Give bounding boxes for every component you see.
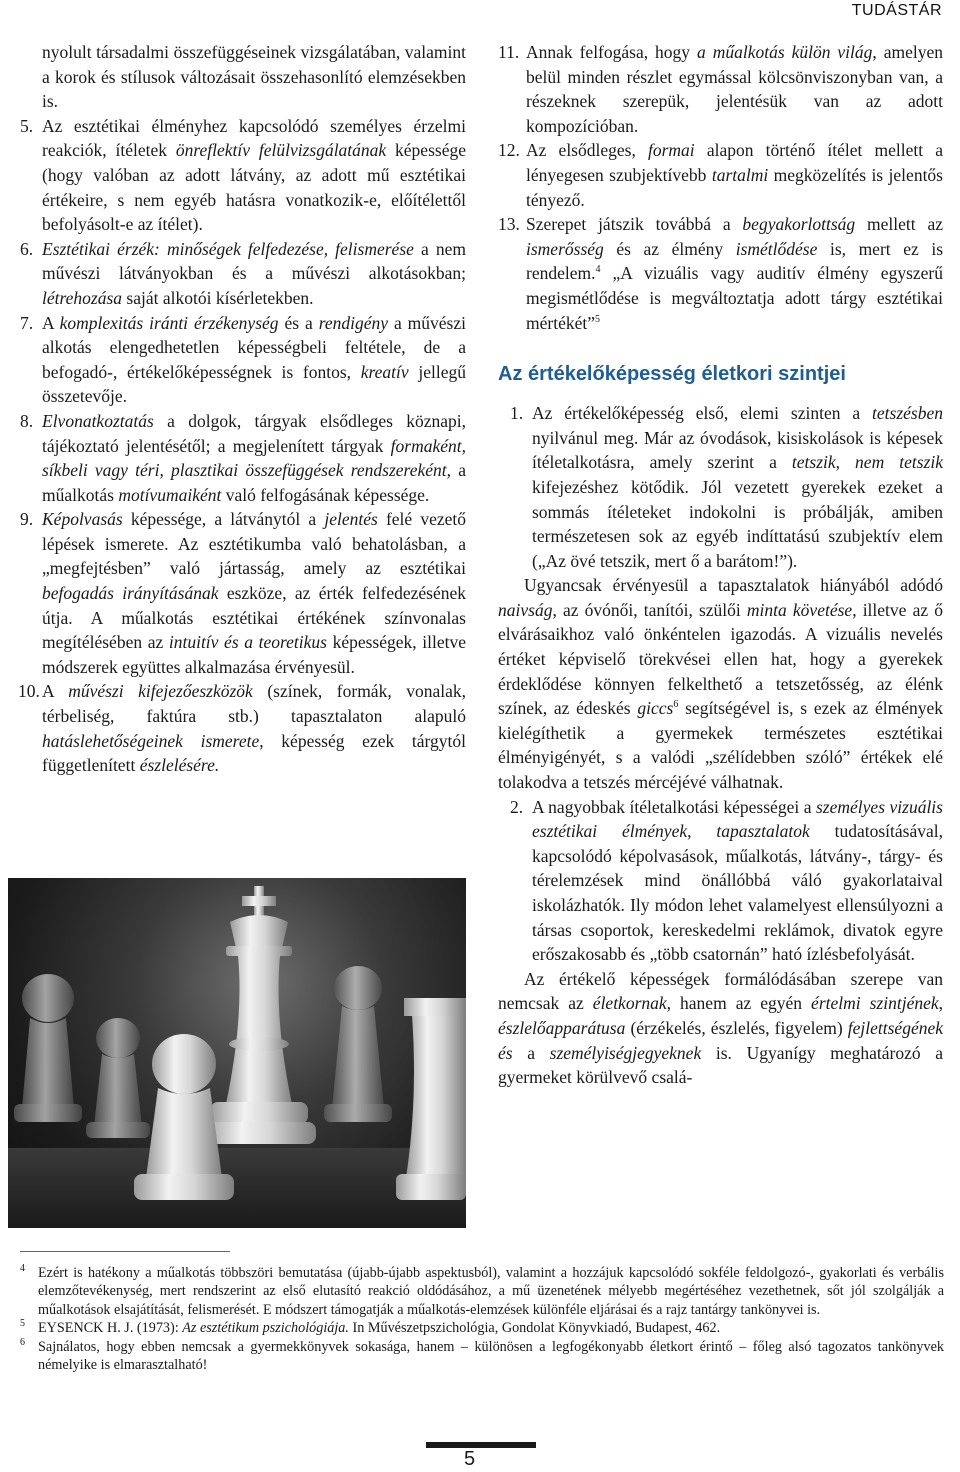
footnote-mark: 5 (20, 1318, 25, 1330)
para-text: (érzékelés, észlelés, figyelem) (625, 1017, 848, 1038)
item-text: való felfogásának képessége. (221, 484, 430, 505)
item-text: saját alkotói kísérletekben. (122, 287, 314, 308)
para-text: Az értékelő képességek formálódásában szerepe van nemcsak az (498, 968, 943, 1014)
item-text: felé vezető lépések ismerete. Az esztétikumba való behatolásban, a „megfejtésben” való jártasság, amely az esztétikai (42, 509, 466, 579)
para-emphasis: fejlettségének és (498, 1017, 943, 1063)
item-text: Az értékelőképesség első, elemi szinten a (532, 403, 873, 424)
item-number: 13. (498, 214, 520, 235)
chess-pieces-illustration (8, 878, 466, 1228)
list-item-8 (20, 409, 466, 507)
right-column (498, 40, 943, 1090)
item-text: a nem művészi látványokban és a művészi alkotásokban; (42, 238, 466, 284)
item-emphasis: személyes vizuális esztétikai élmények, tapasztalatok (532, 796, 943, 842)
para-emphasis: életkornak, (592, 993, 672, 1014)
item-text: is, mert ez is rendelem. (526, 238, 944, 284)
item-text: Az esztétikai élményhez kapcsolódó személyes érzelmi reakciók, ítéletek (42, 115, 466, 161)
para-text: hanem az egyén (671, 993, 812, 1014)
item-text: a dolgok, tárgyak elsődleges köznapi, tájékoztató jelentésétől; a megjelenített tárgyak (42, 410, 466, 456)
level-item-2 (498, 795, 943, 967)
item-emphasis: Képolvasás (42, 509, 123, 530)
para-text: , illetve az ő elvárásaikhoz való önkéntelen igazodás. A vizuális nevelés értéket képviselő törekvései ellen hat, hogy a gyerekek érdeklődése könnyen felkelthető a tetszetősség, az élénk színek, az édeskés (498, 599, 943, 719)
item-text: alapon történő ítélet mellett a lényegesen szubjektívebb (526, 140, 943, 185)
list-item-11 (498, 40, 943, 138)
item-emphasis: intuitív és a teoretikus (168, 632, 327, 653)
list-item-12 (498, 138, 943, 212)
footnote-text: Sajnálatos, hogy ebben nemcsak a gyermekkönyvek sokasága, hanem – különösen a legfogékonyabb életkort érintő – főleg alsó tagozatos tankönyvek némelyike is elmarasztalható! (38, 1338, 944, 1374)
item-text: , képesség ezek tárgytól függetlenített (42, 730, 467, 776)
item-text: képessége, a látványtól a (122, 509, 325, 530)
section-heading: Az értékelőképesség életkori szintjei (498, 363, 846, 386)
item-text: kifejezéshez kötődik. Jól vezetett gyerekek ezeket a sommás ítéleteket indokolni is próbálják, amiben természetesen sok az egyéb indíttatású szubjektív elem („Az övé tetszik, mert ő a barátom!”). (532, 476, 943, 571)
item-emphasis: Elvonatkoztatás (42, 410, 154, 431)
footnote-text: EYSENCK H. J. (1973): (38, 1320, 183, 1337)
list-item-13 (498, 212, 943, 335)
item-emphasis: létrehozása (42, 287, 123, 308)
para-text: segítségével is, s ezek az élmények kielégíthetik a gyermekek természetes esztétikai élményigényét, s a valódi „szélídebben szóló” értékek elé tolakodva a tetszés mércéjévé válhatnak. (498, 698, 943, 793)
item-emphasis: tetszik, nem tetszik (791, 452, 943, 473)
item-text: Annak felfogása, hogy (526, 42, 697, 62)
item-text: mellett az (855, 214, 943, 235)
item-emphasis: a műalkotás külön világ (697, 42, 873, 62)
page-number: 5 (464, 1448, 476, 1470)
item-4-continuation: nyolult társadalmi összefüggéseinek vizsgálatában, valamint a korok és stílusok változásait összehasonlító elemzésekben is. (42, 42, 466, 112)
footnote-ref: 4 (595, 264, 601, 276)
list-item-5 (20, 114, 466, 237)
para-emphasis: naivság (498, 599, 553, 620)
item-text: nyilvánul meg. Már az óvodások, kisiskolások is képesek ítéletalkotásra, amely szerint a (532, 427, 943, 473)
footnote-mark: 4 (20, 1263, 25, 1274)
footnote-text: Ezért is hatékony a műalkotás többszöri bemutatása (újabb-újabb aspektusból), valamint a hozzájuk kapcsolódó sokféle feldolgozó-, gyakorlati és verbális elemzőtevékenység, mert rendszerint az első elutasító reakció oldódásához, a mű üzenetének mélyebb megértéséhez vezethetnek, sőt jól szolgálják a műalkotások elsajátítását, felismerését. E módszert támogatják a műalkotás-elemzések különféle eljárásai és a rajz tantárgy tankönyvei is. (38, 1265, 944, 1318)
item-emphasis: tetszésben (872, 403, 943, 424)
item-number: 11. (498, 42, 520, 62)
para-text: , az óvónői, tanítói, szülői (552, 599, 747, 620)
list-item-10 (20, 679, 466, 777)
item-number: 1. (510, 403, 524, 424)
item-emphasis: ismétlődése (735, 238, 818, 259)
footnote-title: Az esztétikum pszichológiája. (182, 1320, 349, 1337)
item-emphasis: észlelésére. (139, 755, 220, 776)
footnote-5 (20, 1319, 944, 1337)
item-emphasis: formai (647, 140, 695, 161)
paragraph (498, 573, 943, 794)
item-emphasis: komplexitás iránti érzékenység (59, 312, 279, 333)
item-text: a műalkotás (42, 460, 466, 505)
item-emphasis: motívumaiként (118, 484, 222, 505)
para-text: a (512, 1042, 550, 1063)
item-text: , amelyen belül minden részlet egymással kölcsönviszonyban van, a részeknek szerepük, jelentésük van az adott kompozícióban. (526, 42, 944, 136)
footnote-ref: 5 (594, 313, 600, 325)
para-emphasis: giccs (637, 698, 674, 719)
item-text: jellegű összetevője. (42, 361, 466, 407)
item-text: A (42, 312, 60, 333)
para-text: Ugyancsak érvényesül a tapasztalatok hiányából adódó (524, 575, 943, 596)
item-text: és a (278, 312, 319, 333)
para-text: is. Ugyanígy meghatározó a gyermeket körülvevő csalá- (498, 1042, 943, 1088)
section-label: TUDÁSTÁR (851, 2, 942, 19)
para-emphasis: személyiségjegyeknek (549, 1042, 702, 1063)
item-emphasis: formaként, síkbeli vagy téri, plasztikai összefüggések rendszereként, (42, 435, 466, 481)
item-number: 6. (20, 238, 34, 259)
item-number: 8. (20, 410, 34, 431)
para-text: , (938, 993, 944, 1014)
item-emphasis: önreflektív felülvizsgálatának (175, 140, 387, 161)
item-emphasis: ismerősség (526, 238, 604, 259)
para-emphasis: észlelőapparátusa (498, 1017, 626, 1038)
item-number: 9. (20, 509, 34, 530)
item-number: 12. (498, 140, 520, 161)
item-text: és az élmény (603, 238, 736, 259)
item-emphasis: kreatív (360, 361, 409, 382)
item-text: a művészi alkotás elengedhetetlen képességbeli feltétele, de a befogadó-, értékelőképességnek is fontos, (42, 312, 466, 382)
level-item-1 (498, 401, 943, 573)
item-number: 5. (20, 115, 34, 136)
item-emphasis: jelentés (324, 509, 378, 530)
footnote-6 (20, 1338, 944, 1375)
paragraph (498, 967, 943, 1090)
item-text: Az elsődleges, (526, 140, 648, 161)
item-text: (színek, formák, vonalak, térbeliség, faktúra stb.) tapasztalaton alapuló (42, 681, 466, 727)
para-emphasis: értelmi szintjének (811, 993, 939, 1014)
item-text: tudatosításával, kapcsolódó képolvasások, műalkotás, látvány-, tárgy- és térelemzések mind önállóbbá váló gyakorlataival iskolázhatók. Ily módon lehet valamelyest ellensúlyozni a társas csoportok, kereskedelmi reklámok, divatok egyre erőszakosabb és „több csatornán” ható ízlésbefolyását. (532, 821, 943, 965)
chess-pieces-photo-icon (8, 878, 466, 1228)
item-number: 10. (18, 681, 40, 702)
item-number: 7. (20, 312, 34, 333)
item-emphasis: begyakorlottság (742, 214, 856, 235)
footnote-ref: 6 (673, 699, 679, 711)
footnotes (20, 1264, 944, 1374)
item-text: képessége (hogy valóban az adott látvány, az adott mű esztétikai értékeire, s nem egyéb hatásra vonatkozik-e, előítélettől befolyásolt-e az ítélet). (42, 140, 466, 235)
list-item-9 (20, 507, 466, 679)
item-emphasis: hatáslehetőségeinek ismerete (42, 730, 260, 751)
footnote-divider (20, 1251, 230, 1252)
item-emphasis: befogadás irányításának (42, 583, 219, 604)
item-text: „A vizuális vagy auditív élmény egyszerű megismétlődése is megváltoztatja adott tárgy esztétikai mértékét” (526, 263, 943, 333)
list-item-7 (20, 311, 466, 409)
item-text: A (42, 681, 69, 702)
item-number: 2. (510, 796, 524, 817)
item-text: A nagyobbak ítéletalkotási képességei a (532, 796, 816, 817)
item-text: eszköze, az érték felfedezésének útja. A műalkotás esztétikai értékének színvonalas megítélésében az (42, 583, 466, 653)
list-item-6 (20, 237, 466, 311)
footnote-text: In Művészetpszichológia, Gondolat Könyvkiadó, Budapest, 462. (348, 1320, 721, 1337)
item-emphasis: tartalmi (711, 164, 769, 185)
item-emphasis: Esztétikai érzék: minőségek felfedezése, felismerése (42, 238, 414, 259)
item-emphasis: rendigény (318, 312, 389, 333)
item-text: képességek, illetve módszerek együttes alkalmazása érvényesül. (42, 632, 466, 677)
page-number-bar (426, 1442, 536, 1448)
footnote-mark: 6 (20, 1336, 25, 1348)
left-column (20, 40, 466, 778)
item-emphasis: művészi kifejezőeszközök (68, 681, 253, 702)
item-text: megközelítés is jelentős tényező. (526, 164, 943, 210)
item-text: Szerepet játszik továbbá a (526, 214, 743, 235)
footnote-4 (20, 1264, 944, 1319)
para-emphasis: minta követése (746, 599, 853, 620)
